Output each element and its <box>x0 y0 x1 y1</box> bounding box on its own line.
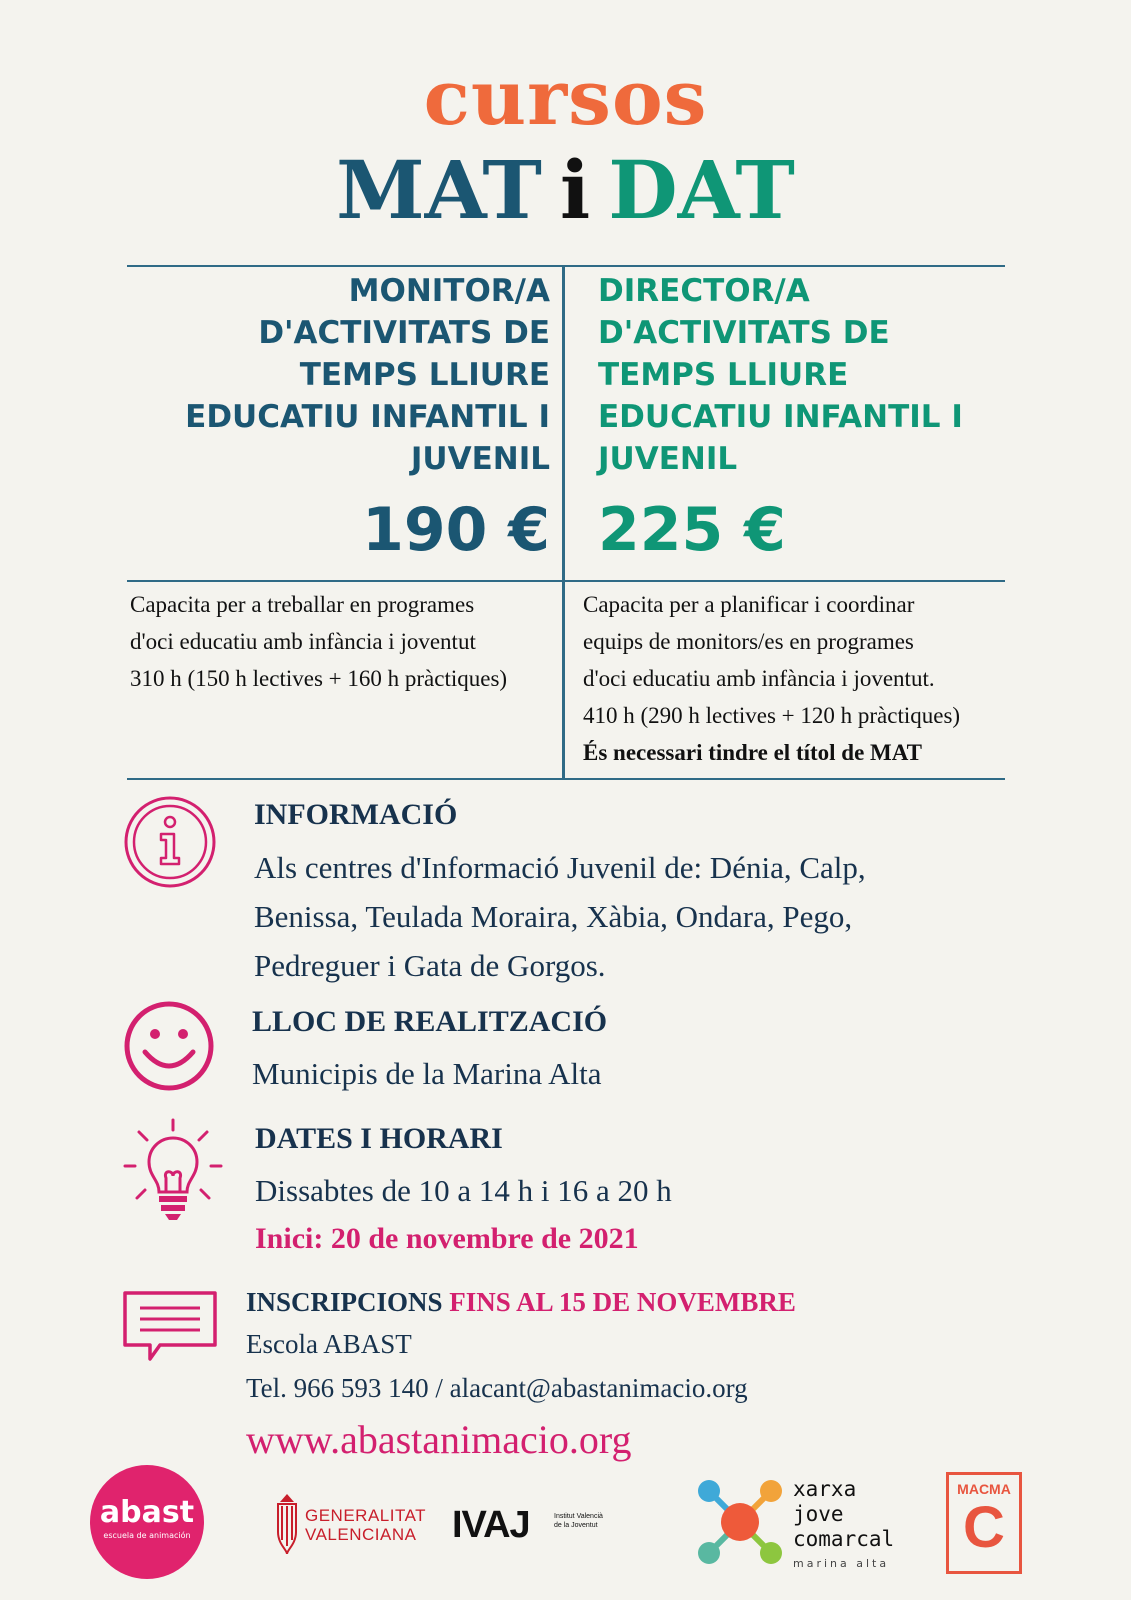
macma-label: MACMA <box>957 1481 1011 1497</box>
dates-text: Dissabtes de 10 a 14 h i 16 a 20 h <box>255 1173 672 1208</box>
dat-title-line: TEMPS LLIURE <box>598 357 849 393</box>
divider-top <box>127 265 1005 267</box>
dates-title: DATES I HORARI <box>255 1122 503 1155</box>
title-dat: DAT <box>608 143 795 237</box>
message-icon <box>122 1290 218 1362</box>
dat-desc-line: Capacita per a planificar i coordinar <box>583 592 915 617</box>
dat-description <box>583 586 1015 771</box>
dat-title-line: DIRECTOR/A <box>598 273 810 309</box>
divider-bottom <box>127 778 1005 780</box>
divider-vertical <box>562 265 565 779</box>
dat-price: 225 € <box>598 495 786 565</box>
ivaj-logo: IVAJ <box>452 1504 530 1546</box>
informacio-line: Als centres d'Informació Juvenil de: Dénia, Calp, <box>254 850 866 885</box>
dat-title <box>598 270 1018 480</box>
lightbulb-icon <box>123 1118 223 1222</box>
dat-desc-line: d'oci educatiu amb infància i joventut. <box>583 666 935 691</box>
mat-title-line: EDUCATIU INFANTIL I <box>185 399 550 435</box>
abast-logo <box>90 1465 204 1579</box>
inscripcions-heading <box>246 1287 796 1318</box>
dat-title-line: D'ACTIVITATS DE <box>598 315 890 351</box>
macma-c: C <box>963 1495 1005 1560</box>
dat-title-line: EDUCATIU INFANTIL I <box>598 399 963 435</box>
dat-title-line: JUVENIL <box>598 441 738 477</box>
mat-title-line: JUVENIL <box>410 441 550 477</box>
ivaj-sub <box>554 1512 603 1530</box>
title-cursos: cursos <box>423 53 708 142</box>
generalitat-crest-icon <box>272 1492 302 1556</box>
smiley-icon <box>123 1000 215 1092</box>
mat-title-line: TEMPS LLIURE <box>299 357 550 393</box>
generalitat-logo <box>305 1506 426 1544</box>
mat-title-line: D'ACTIVITATS DE <box>258 315 550 351</box>
inscripcions-school: Escola ABAST <box>246 1329 412 1359</box>
inscripcions-title: INSCRIPCIONS <box>246 1287 443 1317</box>
informacio-title: INFORMACIÓ <box>254 798 458 831</box>
xarxa-logo <box>793 1477 894 1552</box>
mat-desc-line: d'oci educatiu amb infància i joventut <box>130 629 476 654</box>
xarxa-line: jove <box>793 1502 844 1526</box>
title-i: i <box>559 143 591 237</box>
ivaj-sub-line: Institut Valencià <box>554 1513 603 1520</box>
lloc-text: Municipis de la Marina Alta <box>252 1056 602 1091</box>
dates-inici: Inici: 20 de novembre de 2021 <box>255 1222 639 1255</box>
generalitat-line: VALENCIANA <box>305 1525 417 1544</box>
informacio-line: Pedreguer i Gata de Gorgos. <box>254 948 606 983</box>
lloc-title: LLOC DE REALITZACIÓ <box>252 1005 608 1038</box>
xarxa-sub: marina alta <box>793 1557 890 1570</box>
macma-logo <box>946 1472 1022 1574</box>
website-link[interactable]: www.abastanimacio.org <box>246 1417 632 1462</box>
ivaj-sub-line: de la Joventut <box>554 1522 598 1529</box>
mat-title <box>130 270 550 480</box>
abast-logo-sub: escuela de animación <box>103 1531 191 1540</box>
informacio-text <box>254 843 866 990</box>
dat-desc-line: equips de monitors/es en programes <box>583 629 914 654</box>
inscripcions-deadline: FINS AL 15 DE NOVEMBRE <box>449 1287 796 1317</box>
inscripcions-contact: Tel. 966 593 140 / alacant@abastanimacio.org <box>246 1373 748 1403</box>
title-mat: MAT <box>336 143 542 237</box>
mat-price: 190 € <box>362 495 550 565</box>
divider-middle <box>127 580 1005 582</box>
xarxa-line: comarcal <box>793 1527 895 1551</box>
informacio-line: Benissa, Teulada Moraira, Xàbia, Ondara, Pego, <box>254 899 853 934</box>
xarxa-network-icon <box>693 1475 787 1569</box>
xarxa-line: xarxa <box>793 1477 857 1501</box>
mat-desc-line: 310 h (150 h lectives + 160 h pràctiques) <box>130 666 508 691</box>
title-mat-i-dat <box>0 143 1131 237</box>
info-icon <box>123 795 217 889</box>
mat-description <box>130 586 552 697</box>
mat-title-line: MONITOR/A <box>348 273 550 309</box>
mat-desc-line: Capacita per a treballar en programes <box>130 592 475 617</box>
dat-desc-line: 410 h (290 h lectives + 120 h pràctiques) <box>583 703 961 728</box>
abast-logo-text: abast <box>99 1495 195 1530</box>
dat-requirement: És necessari tindre el títol de MAT <box>583 740 922 765</box>
generalitat-line: GENERALITAT <box>305 1506 427 1525</box>
